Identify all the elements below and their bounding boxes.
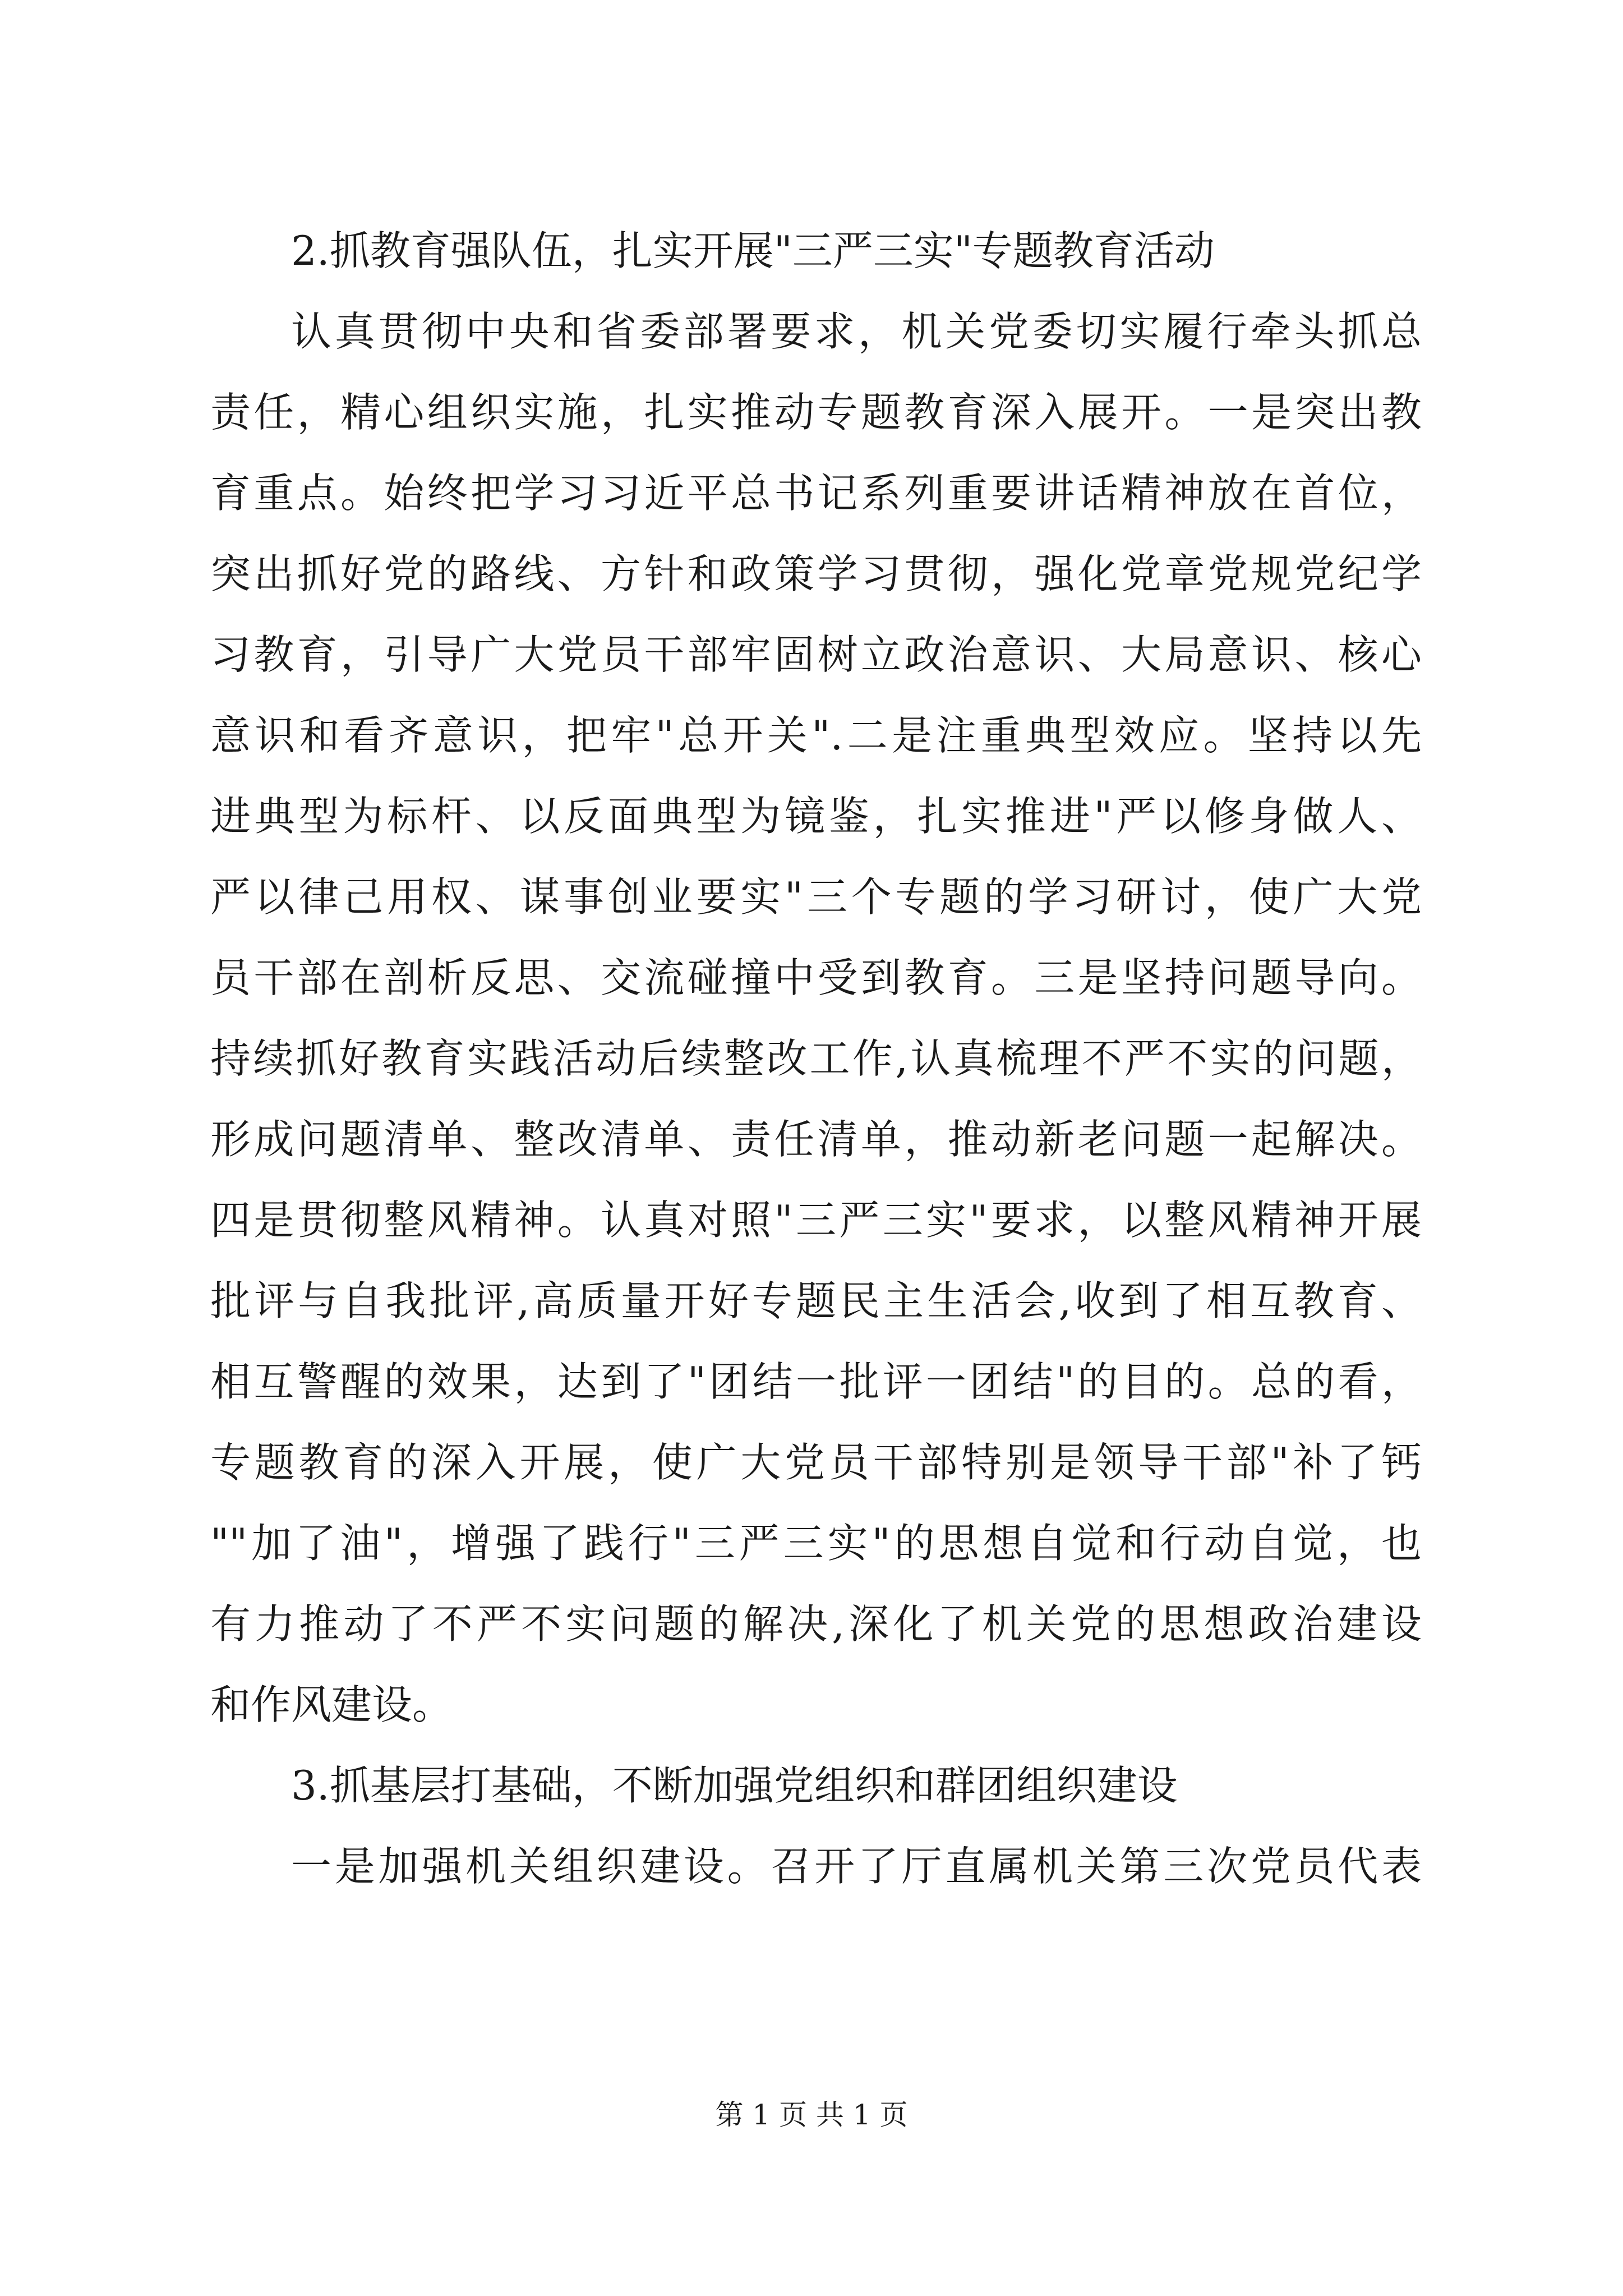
paragraph-line: 责任，精心组织实施，扎实推动专题教育深入展开。一是突出教: [210, 389, 1422, 436]
paragraph-line: 形成问题清单、整改清单、责任清单，推动新老问题一起解决。: [210, 1116, 1422, 1163]
paragraph-line: 批评与自我批评,高质量开好专题民主生活会,收到了相互教育、: [210, 1277, 1422, 1324]
paragraph-line: 相互警醒的效果，达到了"团结一批评一团结"的目的。总的看，: [210, 1358, 1422, 1405]
paragraph-line: 员干部在剖析反思、交流碰撞中受到教育。三是坚持问题导向。: [210, 954, 1422, 1001]
page-number-footer: 第 1 页 共 1 页: [715, 2099, 908, 2131]
paragraph-line: 意识和看齐意识，把牢"总开关".二是注重典型效应。坚持以先: [210, 712, 1422, 759]
document-body: [210, 210, 1422, 1907]
section-heading-3: 3.抓基层打基础，不断加强党组织和群团组织建设: [291, 1762, 1178, 1809]
paragraph-line: 进典型为标杆、以反面典型为镜鉴，扎实推进"严以修身做人、: [210, 793, 1422, 840]
paragraph-2: [210, 1826, 1422, 1907]
paragraph-line: 四是贯彻整风精神。认真对照"三严三实"要求，以整风精神开展: [210, 1197, 1422, 1244]
paragraph-line: 专题教育的深入开展，使广大党员干部特别是领导干部"补了钙: [210, 1439, 1422, 1486]
paragraph-line: 严以律己用权、谋事创业要实"三个专题的学习研讨，使广大党: [210, 873, 1422, 921]
paragraph-1: [210, 291, 1422, 1745]
paragraph-line: 育重点。始终把学习习近平总书记系列重要讲话精神放在首位，: [210, 470, 1422, 517]
paragraph-line: ""加了油"，增强了践行"三严三实"的思想自觉和行动自觉，也: [210, 1520, 1422, 1567]
section-heading-2: 2.抓教育强队伍，扎实开展"三严三实"专题教育活动: [291, 227, 1215, 274]
paragraph-line: 一是加强机关组织建设。召开了厅直属机关第三次党员代表: [291, 1843, 1422, 1890]
paragraph-line: 持续抓好教育实践活动后续整改工作,认真梳理不严不实的问题，: [210, 1035, 1422, 1082]
paragraph-line: 习教育，引导广大党员干部牢固树立政治意识、大局意识、核心: [210, 631, 1422, 678]
paragraph-line: 突出抓好党的路线、方针和政策学习贯彻，强化党章党规党纪学: [210, 550, 1422, 597]
paragraph-line: 有力推动了不严不实问题的解决,深化了机关党的思想政治建设: [210, 1600, 1422, 1648]
paragraph-line: 认真贯彻中央和省委部署要求，机关党委切实履行牵头抓总: [291, 308, 1422, 355]
paragraph-line: 和作风建设。: [210, 1681, 453, 1728]
